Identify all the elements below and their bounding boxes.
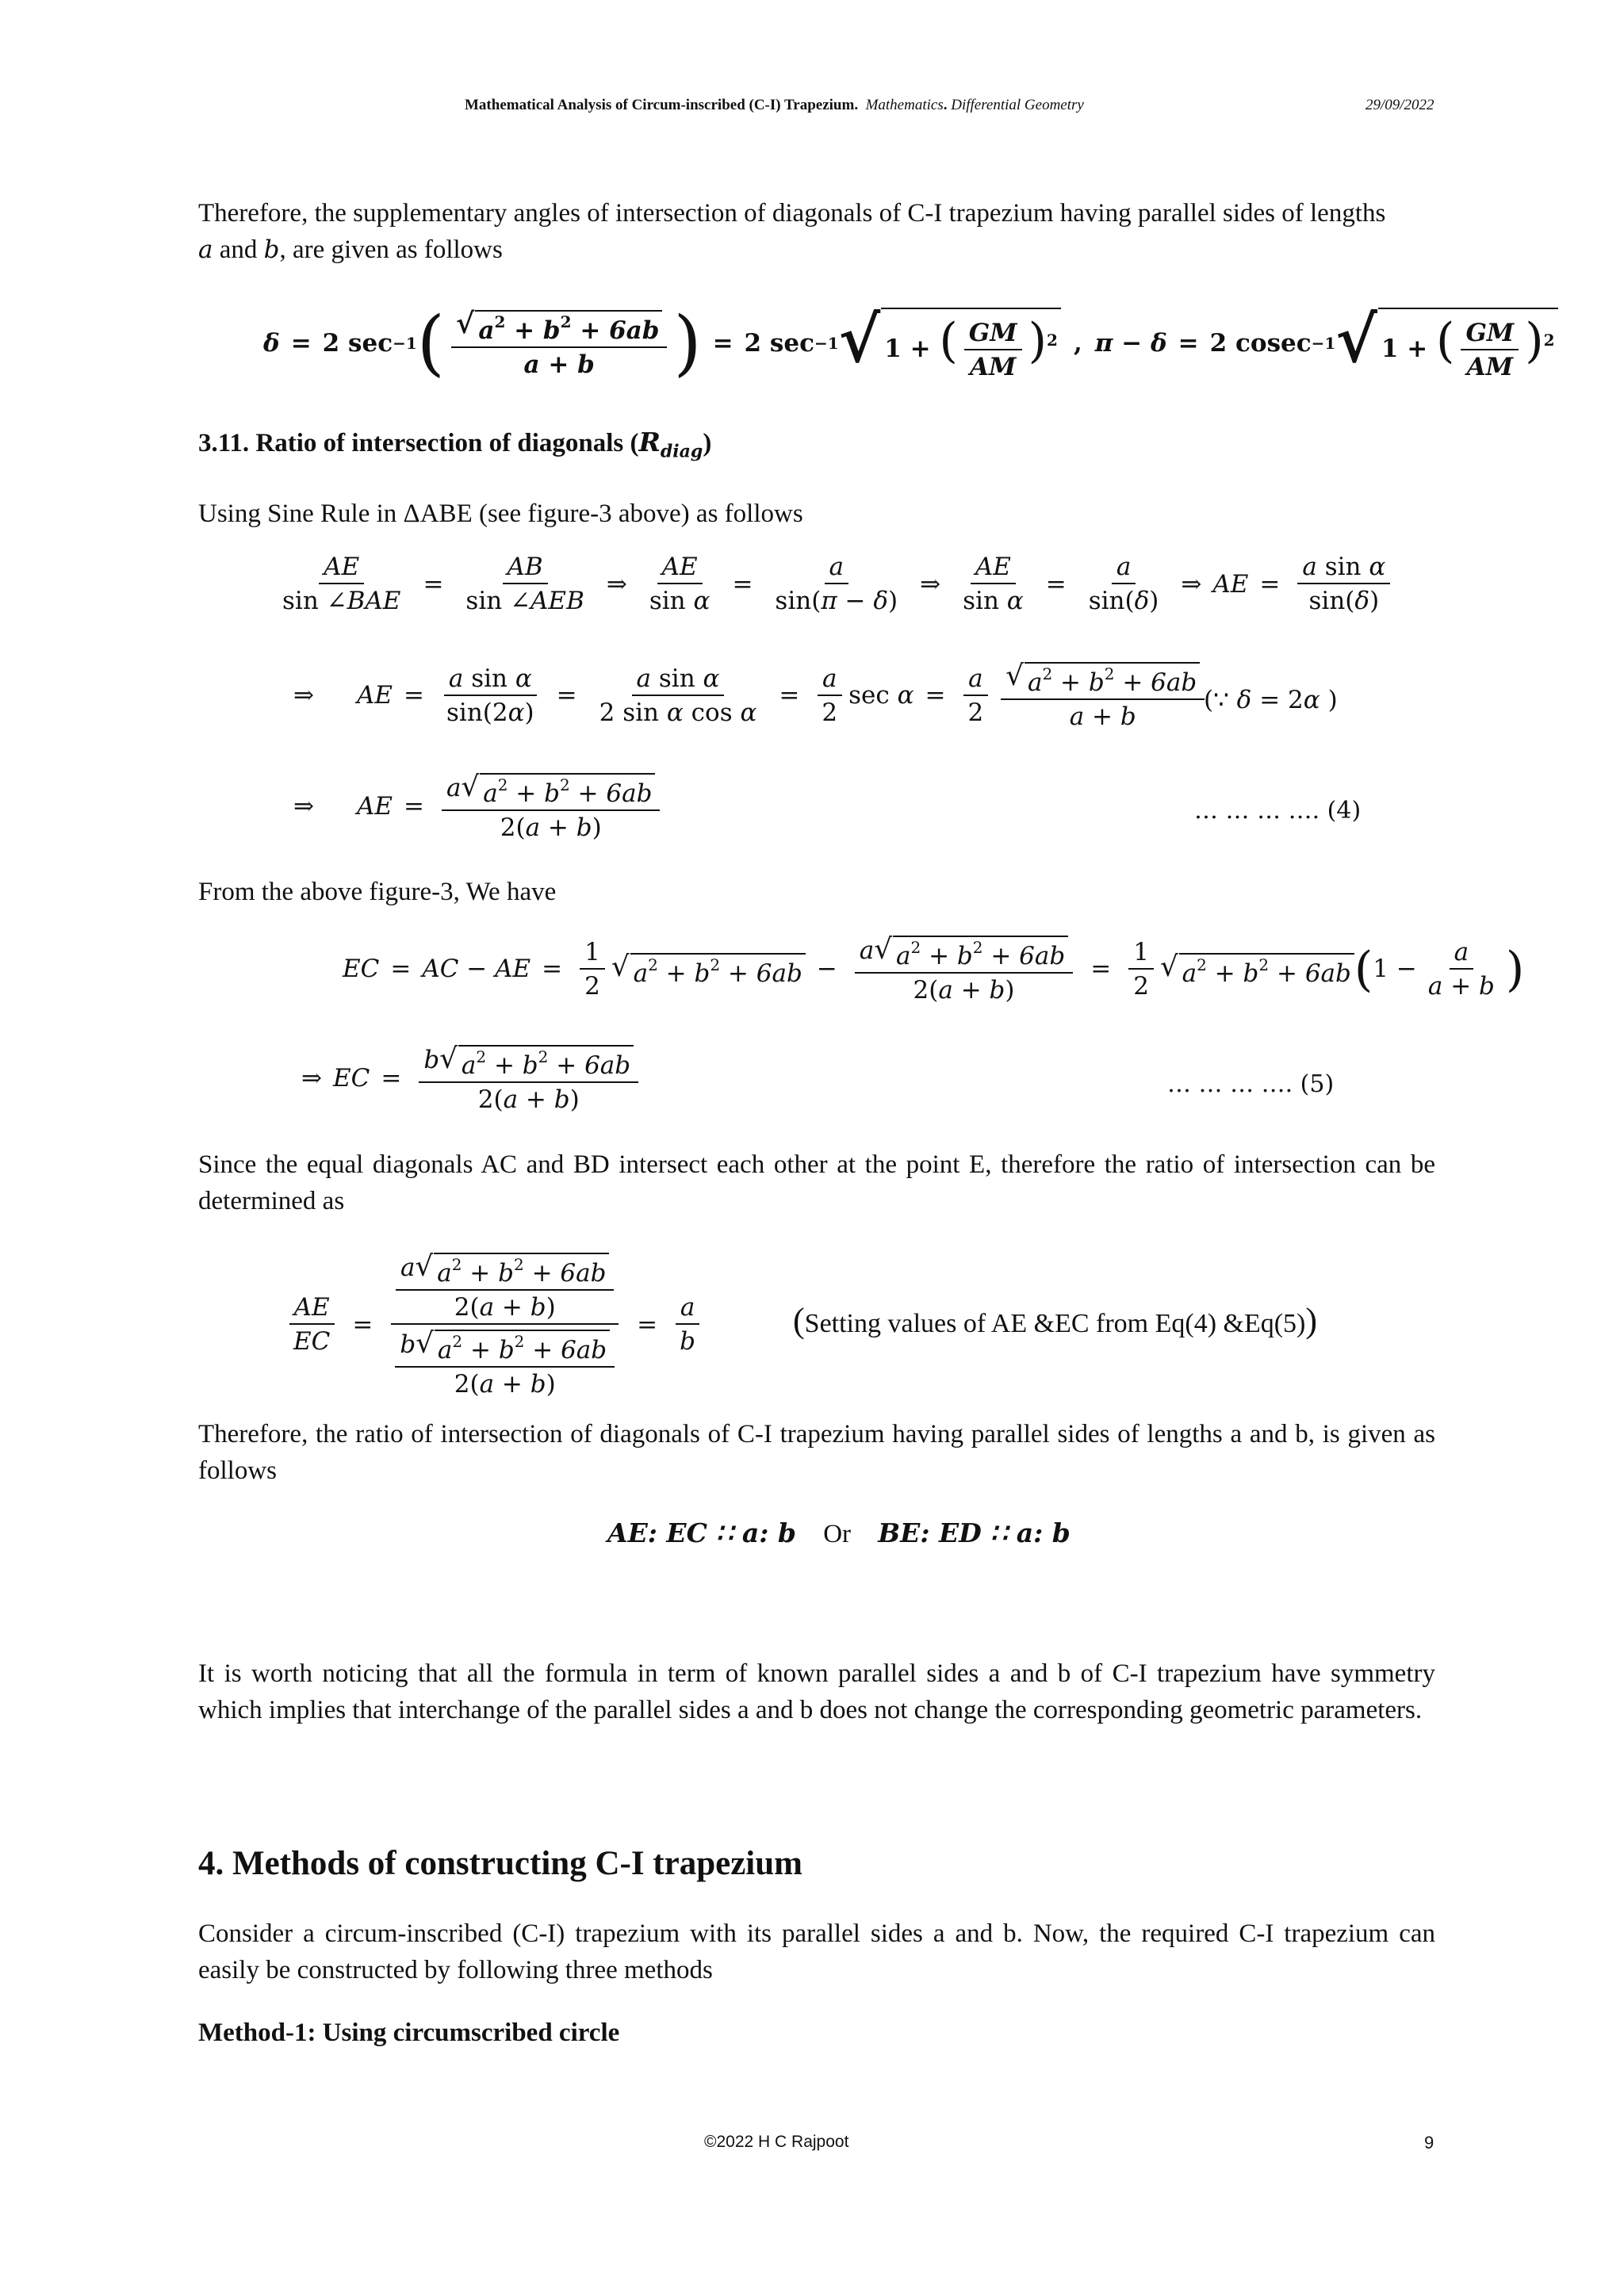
equation-sine-rule-2: ⇒ AE = $\frac{\text{a sin α}}{\sin(2\alpha)}$ = $\frac{\text{a sin α}}{\text{2 sin α cos α}}$ = $\frac{a}{2}$ sec α = $\frac{a}{2}$ √ $a^2 + b^2 + 6ab$ a + b (293, 662, 1211, 729)
equation-ae: ⇒ AE = a √ $a^2 + b^2 + 6ab$ 2(a + b) (293, 773, 666, 840)
sec311-main: 3.11. Ratio of intersection of diagonals ( (198, 429, 639, 457)
setting-note-text: Setting values of AE &EC from Eq(4) &Eq(5) (804, 1309, 1306, 1338)
section-4-title: 4. Methods of constructing C-I trapezium (198, 1845, 802, 1882)
setting-values-note: (Setting values of AE &EC from Eq(4) &Eq(5)) (793, 1301, 1318, 1340)
paragraph-from-figure: From the above figure-3, We have (198, 878, 557, 906)
header-subject: Mathematics (865, 97, 944, 113)
equation-number-5: … … … …. (5) (1167, 1070, 1335, 1098)
para1-post: , are given as follows (279, 235, 503, 264)
para1-and: and (213, 235, 264, 264)
ratio-ae-ec: AE: EC ∷ a: b (607, 1517, 796, 1548)
header-title: Mathematical Analysis of Circum-inscribed (C-I) Trapezium. (465, 97, 859, 113)
paragraph-supplementary-angles (198, 195, 1435, 268)
because-delta-note: (∵ δ = 2α ) (1204, 686, 1338, 714)
paragraph-equal-diagonals: Since the equal diagonals AC and BD intersect each other at the point E, therefore the ratio of intersection can be determined as (198, 1150, 1435, 1215)
equation-number-4: … … … …. (4) (1194, 797, 1362, 825)
method-1-title: Method-1: Using circumscribed circle (198, 2019, 620, 2047)
sec311-close: ) (703, 429, 712, 457)
paragraph-ratio-result: Therefore, the ratio of intersection of diagonals of C-I trapezium having parallel sides of lengths a and b, is given as follows (198, 1420, 1435, 1485)
header-topic: Differential Geometry (951, 97, 1084, 113)
paragraph-symmetry: It is worth noticing that all the formula in term of known parallel sides a and b of C-I trapezium have symmetry which implies that interchange of the parallel sides a and b does not change the corresponding geometric parameters. (198, 1659, 1435, 1724)
ratio-statement (607, 1517, 1071, 1549)
running-header-title: Mathematical Analysis of Circum-inscribed (C-I) Trapezium. Mathematics. Differential Geometry (465, 97, 1084, 113)
header-date: 29/09/2022 (1365, 97, 1434, 113)
paragraph-construction: Consider a circum-inscribed (C-I) trapezium with its parallel sides a and b. Now, the required C-I trapezium can easily be constructed by following three methods (198, 1919, 1435, 1984)
sec311-sub: diag (660, 441, 703, 462)
page-number: 9 (1424, 2133, 1434, 2152)
equation-ec: EC = AC − AE = $\frac{1}{2}$ √ $a^2 + b^2 + 6ab$ − a √ $a^2 + b^2 + 6ab$ 2(a + b) = $\frac{1}{2}$ √ $a^2 + b^2 + 6ab$ ( 1 − $\frac{a}{a + b}$ ) (343, 933, 1525, 1004)
sym-a: a (198, 235, 213, 264)
equation-sine-rule-1: $\frac{AE}{\text{sin ∠BAE}}$ = $\frac{AB}{\text{sin ∠AEB}}$ ⇒ $\frac{AE}{\text{sin α}}$ = $\frac{a}{\sin(\pi - \delta)}$ ⇒ $\frac{AE}{\text{sin α}}$ = $\frac{a}{\sin(\delta)}$ ⇒ AE = $\frac{\text{a sin α}}{\sin(\delta)}$ (271, 555, 1396, 614)
footer-copyright: ©2022 H C Rajpoot (704, 2133, 849, 2151)
section-3-11-title (198, 427, 711, 462)
ratio-or: Or (823, 1520, 852, 1548)
equation-delta: δ = 2 sec −1 ( √ $a^2 + b^2 + 6ab$ a + b ) = 2 sec −1 √ 1 + ( $\frac{GM}{AM}$ )$^2$ , π − δ = 2 cosec −1 √ 1 + ( $\frac{GM}{AM}$ )$^2$ (263, 308, 1558, 380)
paragraph-sine-rule: Using Sine Rule in ΔABE (see figure-3 above) as follows (198, 499, 803, 528)
sym-b: b (263, 235, 280, 264)
para1-text: Therefore, the supplementary angles of intersection of diagonals of C-I trapezium having parallel sides of lengths (198, 199, 1386, 228)
equation-ec-final: ⇒ EC = b √ $a^2 + b^2 + 6ab$ 2(a + b) (301, 1045, 645, 1112)
sec311-sym: R (638, 427, 661, 457)
equation-ratio-fraction: $\frac{AE}{EC}$ = a √ $a^2 + b^2 + 6ab$ 2(a + b) b √ $a^2 + b^2 + 6ab$ 2(a + b) = $\frac{a}{b}$ (282, 1253, 707, 1397)
ratio-be-ed: BE: ED ∷ a: b (878, 1517, 1071, 1548)
